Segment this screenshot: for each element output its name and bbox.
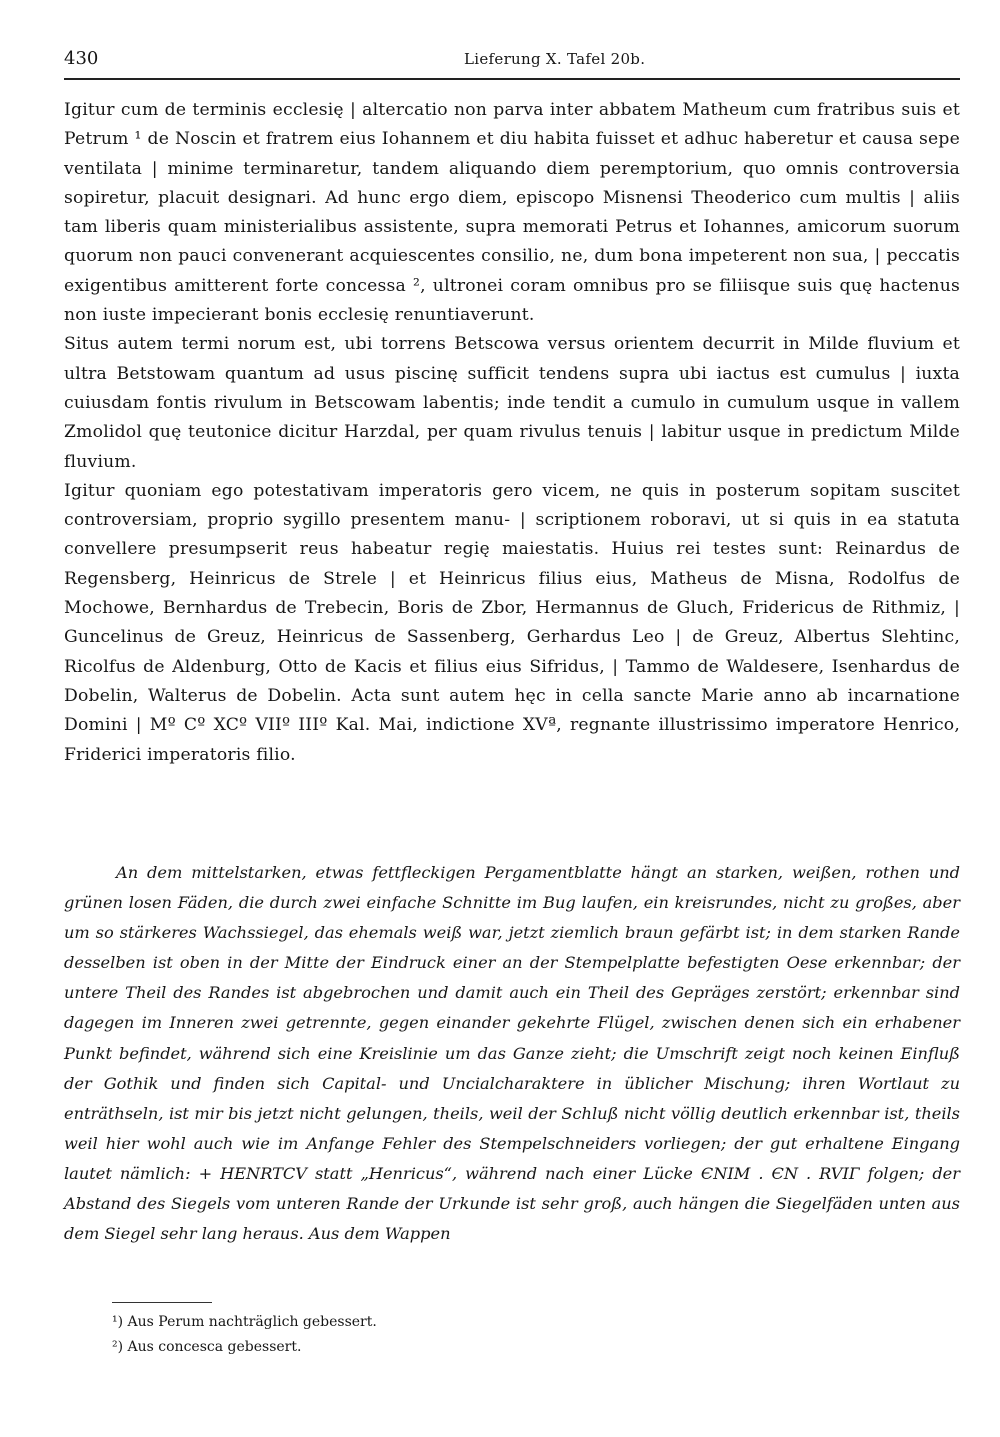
footnote-rule [112, 1302, 212, 1303]
footnotes [112, 1310, 812, 1360]
latin-charter-text [64, 96, 960, 770]
latin-paragraph-dispute: Igitur cum de terminis ecclesię | altercatio non parva inter abbatem Matheum cum fratribus suis et Petrum ¹ de Noscin et fratrem eius Iohannem et diu habita fuisset et adhuc haberetur et causa sepe ventilata | minime terminaretur, tandem aliquando diem peremptorium, quo omnis controversia sopiretur, placuit designari. Ad hunc ergo diem, episcopo Misnensi Theoderico cum multis | aliis tam liberis quam ministerialibus assistente, supra memorati Petrus et Iohannes, amicorum suorum quorum non pauci convenerant acquiescentes consilio, ne, dum bona impeterent non sua, | peccatis exigentibus amitterent forte concessa ², ultronei coram omnibus pro se filiisque suis quę hactenus non iuste impecierant bonis ecclesię renuntiaverunt. [64, 100, 960, 326]
running-title: Lieferung X. Tafel 20b. [464, 50, 646, 68]
german-commentary [64, 858, 960, 1249]
page-header [64, 44, 960, 84]
latin-paragraph-witnesses: Igitur quoniam ego potestativam imperatoris gero vicem, ne quis in posterum sopitam suscitet controversiam, proprio sygillo presentem manu- | scriptionem roboravi, ut si quis in ea statuta convellere presumpserit reus habeatur regię maiestatis. Huius rei testes sunt: Reinardus de Regensberg, Heinricus de Strele | et Heinricus filius eius, Matheus de Misna, Rodolfus de Mochowe, Bernhardus de Trebecin, Boris de Zbor, Hermannus de Gluch, Fridericus de Rithmiz, | Guncelinus de Greuz, Heinricus de Sassenberg, Gerhardus Leo | de Greuz, Albertus Slehtinc, Ricolfus de Aldenburg, Otto de Kacis et filius eius Sifridus, | Tammo de Waldesere, Isenhardus de Dobelin, Walterus de Dobelin. Acta sunt autem hęc in cella sancte Marie anno ab incarnatione Domini | Mº Cº XCº VIIº IIIº Kal. Mai, indictione XVª, regnante illustrissimo imperatore Henrico, Friderici imperatoris filio. [64, 480, 960, 765]
latin-paragraph-boundaries: Situs autem termi norum est, ubi torrens Betscowa versus orientem decurrit in Milde fluvium et ultra Betstowam quantum ad usus piscinę sufficit tendens supra ubi iactus est cumulus | iuxta cuiusdam fontis rivulum in Betscowam labentis; inde tendit a cumulo in cumulum usque in vallem Zmolidol quę teutonice dicitur Harzdal, per quam rivulus tenuis | labitur usque in predictum Milde fluvium. [64, 334, 960, 472]
seal-description-paragraph: An dem mittelstarken, etwas fettfleckigen Pergamentblatte hängt an starken, weißen, rothen und grünen losen Fäden, die durch zwei einfache Schnitte im Bug laufen, ein kreisrundes, nicht zu großes, aber um so stärkeres Wachssiegel, das ehemals weiß war, jetzt ziemlich braun gefärbt ist; in dem starken Rande desselben ist oben in der Mitte der Eindruck einer an der Stempelplatte befestigten Oese erkennbar; der untere Theil des Randes ist abgebrochen und damit auch ein Theil des Gepräges zerstört; erkennbar sind dagegen im Inneren zwei getrennte, gegen einander gekehrte Flügel, zwischen denen sich ein erhabener Punkt befindet, während sich eine Kreislinie um das Ganze zieht; die Umschrift zeigt noch keinen Einfluß der Gothik und finden sich Capital- und Uncialcharaktere in üblicher Mischung; ihren Wortlaut zu enträthseln, ist mir bis jetzt nicht gelungen, theils, weil der Schluß nicht völlig deutlich erkennbar ist, theils weil hier wohl auch wie im Anfange Fehler des Stempelschneiders vorliegen; der gut erhaltene Eingang lautet nämlich: + HENRTCV statt „Henricus“, während nach einer Lücke ЄNIM . ЄN . RVIГ folgen; der Abstand des Siegels vom unteren Rande der Urkunde ist sehr groß, auch hängen die Siegelfäden unten aus dem Siegel sehr lang heraus. Aus dem Wappen [64, 863, 960, 1244]
footnote-2: ²) Aus concesca gebessert. [112, 1339, 302, 1355]
header-rule [64, 78, 960, 80]
footnote-1: ¹) Aus Perum nachträglich gebessert. [112, 1314, 377, 1330]
page-number: 430 [64, 48, 99, 69]
